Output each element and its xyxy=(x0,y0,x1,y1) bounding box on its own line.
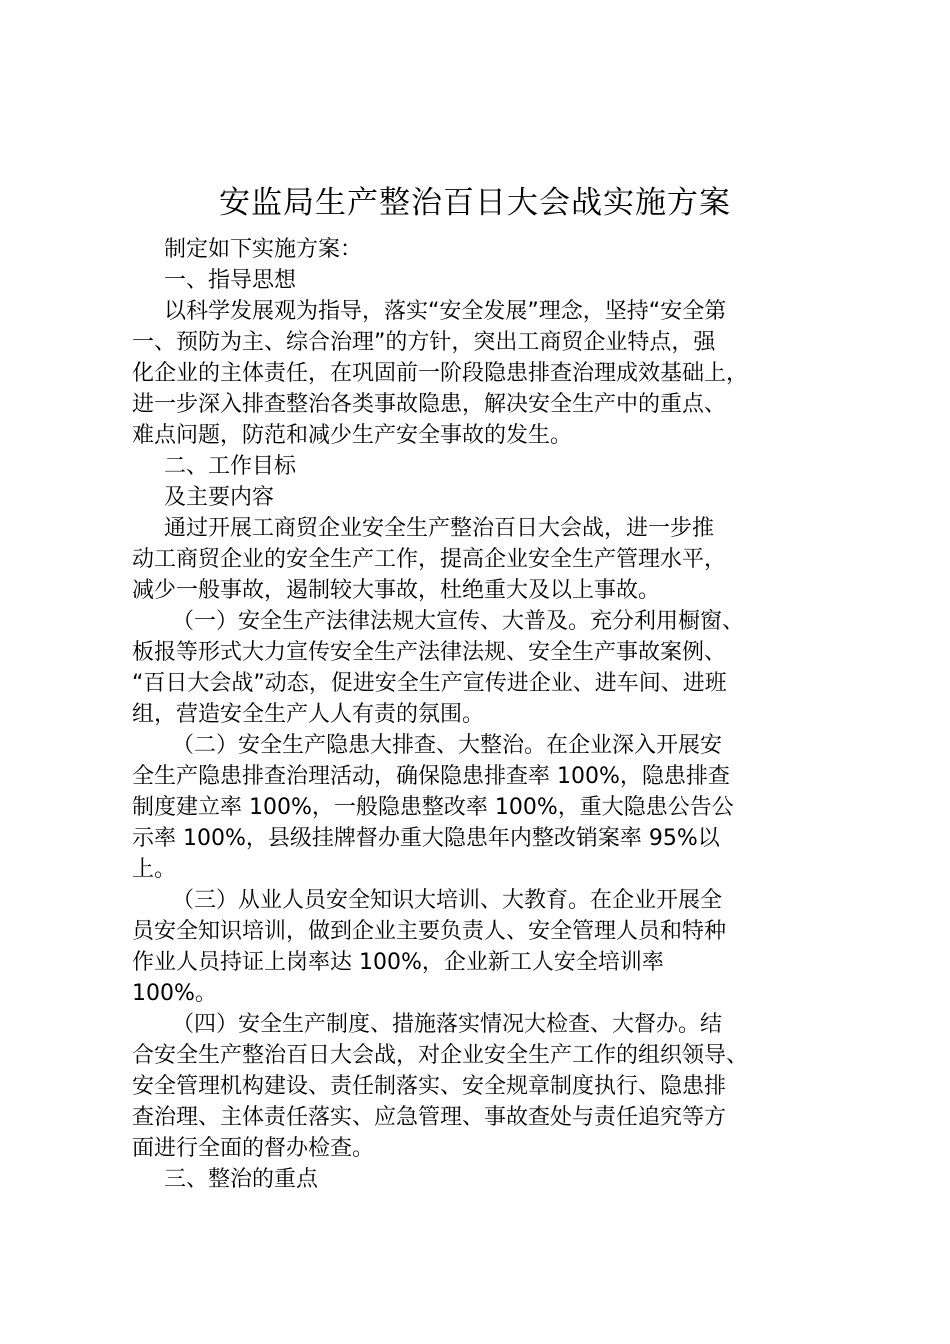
text-line: 示率 100%，县级挂牌督办重大隐患年内整改销案率 95%以 xyxy=(132,826,720,851)
text-line: 以科学发展观为指导，落实“安全发展”理念，坚持“安全第 xyxy=(164,299,727,324)
text-line: （一）安全生产法律法规大宣传、大普及。充分利用橱窗、 xyxy=(172,609,745,634)
text-line: “百日大会战”动态，促进安全生产宣传进企业、进车间、进班 xyxy=(132,671,727,696)
text-line: 动工商贸企业的安全生产工作，提高企业安全生产管理水平， xyxy=(132,547,727,572)
text-line: 合安全生产整治百日大会战，对企业安全生产工作的组织领导、 xyxy=(132,1043,749,1068)
section-heading: 三、整治的重点 xyxy=(164,1167,319,1192)
text-line: 通过开展工商贸企业安全生产整治百日大会战，进一步推 xyxy=(164,516,715,541)
document-title: 安监局生产整治百日大会战实施方案 xyxy=(219,185,731,221)
text-line: 查治理、主体责任落实、应急管理、事故查处与责任追究等方 xyxy=(132,1105,727,1130)
text-line: 制定如下实施方案： xyxy=(164,237,363,262)
text-line: 组，营造安全生产人人有责的氛围。 xyxy=(132,702,485,727)
text-line: 制度建立率 100%，一般隐患整改率 100%，重大隐患公告公 xyxy=(132,795,734,820)
text-line: 安全管理机构建设、责任制落实、安全规章制度执行、隐患排 xyxy=(132,1074,727,1099)
text-line: （四）安全生产制度、措施落实情况大检查、大督办。结 xyxy=(172,1012,723,1037)
section-heading: 一、指导思想 xyxy=(164,268,297,293)
text-line: 减少一般事故，遏制较大事故，杜绝重大及以上事故。 xyxy=(132,578,661,603)
text-line: 上。 xyxy=(132,857,177,882)
text-line: 作业人员持证上岗率达 100%，企业新工人安全培训率 xyxy=(132,950,664,975)
section-heading: 及主要内容 xyxy=(164,485,275,510)
section-heading: 二、工作目标 xyxy=(164,454,297,479)
text-line: 面进行全面的督办检查。 xyxy=(132,1136,375,1161)
text-line: 板报等形式大力宣传安全生产法律法规、安全生产事故案例、 xyxy=(132,640,727,665)
text-line: 进一步深入排查整治各类事故隐患，解决安全生产中的重点、 xyxy=(132,392,727,417)
text-line: 一、预防为主、综合治理”的方针，突出工商贸企业特点，强 xyxy=(132,330,716,355)
text-line: （三）从业人员安全知识大培训、大教育。在企业开展全 xyxy=(172,888,723,913)
text-line: 难点问题，防范和减少生产安全事故的发生。 xyxy=(132,423,573,448)
text-line: 化企业的主体责任，在巩固前一阶段隐患排查治理成效基础上， xyxy=(132,361,749,386)
text-line: 全生产隐患排查治理活动，确保隐患排查率 100%，隐患排查 xyxy=(132,764,730,789)
text-line: （二）安全生产隐患大排查、大整治。在企业深入开展安 xyxy=(172,733,723,758)
text-line: 员安全知识培训，做到企业主要负责人、安全管理人员和特种 xyxy=(132,919,727,944)
text-line: 100%。 xyxy=(132,981,217,1006)
document-body xyxy=(132,234,832,1195)
